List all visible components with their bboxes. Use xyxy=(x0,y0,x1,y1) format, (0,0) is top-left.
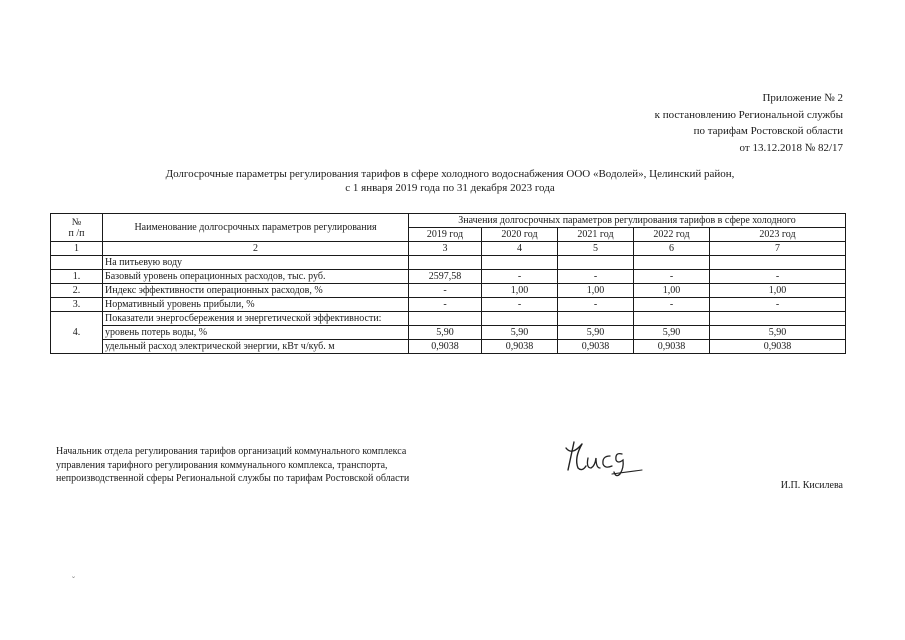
title-line-2: с 1 января 2019 года по 31 декабря 2023 года xyxy=(345,181,555,194)
section-label: На питьевую воду xyxy=(103,256,409,270)
table-row xyxy=(51,298,846,312)
row-name: Нормативный уровень прибыли, % xyxy=(103,298,409,312)
appendix-line: по тарифам Ростовской области xyxy=(693,125,843,137)
row-num: 4. xyxy=(51,312,103,354)
row-value: - xyxy=(558,270,634,284)
row-value: 0,9038 xyxy=(558,340,634,354)
header-name: Наименование долгосрочных параметров регулирования xyxy=(103,214,409,242)
header-year: 2021 год xyxy=(558,228,634,242)
row-value: - xyxy=(634,298,710,312)
appendix-heading xyxy=(523,90,843,156)
row-value: - xyxy=(634,270,710,284)
empty-cell xyxy=(409,256,482,270)
empty-cell xyxy=(51,256,103,270)
row-name: Индекс эффективности операционных расходов, % xyxy=(103,284,409,298)
position-line: Начальник отдела регулирования тарифов организаций коммунального комплекса xyxy=(56,446,407,457)
column-number: 1 xyxy=(51,242,103,256)
row-value: - xyxy=(409,298,482,312)
table-row xyxy=(51,340,846,354)
empty-cell xyxy=(558,256,634,270)
row-value: 5,90 xyxy=(634,326,710,340)
row-name: Базовый уровень операционных расходов, тыс. руб. xyxy=(103,270,409,284)
row-value: 1,00 xyxy=(558,284,634,298)
appendix-line: от 13.12.2018 № 82/17 xyxy=(739,141,843,154)
table-row xyxy=(51,270,846,284)
empty-cell xyxy=(634,312,710,326)
row-value: 0,9038 xyxy=(409,340,482,354)
empty-cell xyxy=(409,312,482,326)
empty-cell xyxy=(634,256,710,270)
row-value: - xyxy=(710,298,846,312)
column-number: 6 xyxy=(634,242,710,256)
row-value: 5,90 xyxy=(710,326,846,340)
column-number: 5 xyxy=(558,242,634,256)
table-row xyxy=(51,312,846,326)
header-year: 2023 год xyxy=(710,228,846,242)
empty-cell xyxy=(558,312,634,326)
header-values-group: Значения долгосрочных параметров регулирования тарифов в сфере холодного xyxy=(409,214,846,228)
empty-cell xyxy=(482,312,558,326)
row-value: 5,90 xyxy=(409,326,482,340)
row-value: 2597,58 xyxy=(409,270,482,284)
row-value: - xyxy=(558,298,634,312)
document-title xyxy=(130,168,770,195)
row-num: 3. xyxy=(51,298,103,312)
row-value: 0,9038 xyxy=(634,340,710,354)
row-value: 5,90 xyxy=(482,326,558,340)
column-numbers-row xyxy=(51,242,846,256)
row-name: Показатели энергосбережения и энергетической эффективности: xyxy=(103,312,409,326)
column-number: 4 xyxy=(482,242,558,256)
header-year: 2022 год xyxy=(634,228,710,242)
appendix-line: Приложение № 2 xyxy=(762,92,843,104)
header-year: 2019 год xyxy=(409,228,482,242)
empty-cell xyxy=(710,256,846,270)
signer-position xyxy=(56,445,409,486)
row-value: - xyxy=(710,270,846,284)
table-row xyxy=(51,326,846,340)
header-year: 2020 год xyxy=(482,228,558,242)
header-num: № п /п xyxy=(51,214,103,242)
row-name: уровень потерь воды, % xyxy=(103,326,409,340)
row-value: - xyxy=(409,284,482,298)
position-line: управления тарифного регулирования коммунального комплекса, транспорта, xyxy=(56,459,388,471)
row-name: удельный расход электрической энергии, кВт ч/куб. м xyxy=(103,340,409,354)
signature xyxy=(560,436,650,485)
column-number: 7 xyxy=(710,242,846,256)
position-line: непроизводственной сферы Региональной службы по тарифам Ростовской области xyxy=(56,473,410,484)
row-value: 0,9038 xyxy=(710,340,846,354)
row-value: 0,9038 xyxy=(482,340,558,354)
row-value: 5,90 xyxy=(558,326,634,340)
row-value: 1,00 xyxy=(634,284,710,298)
row-num: 2. xyxy=(51,284,103,298)
scan-speck: ˘ xyxy=(72,575,75,585)
empty-cell xyxy=(482,256,558,270)
empty-cell xyxy=(710,312,846,326)
row-value: - xyxy=(482,298,558,312)
table-header-row xyxy=(51,214,846,228)
signature-mark xyxy=(560,436,650,480)
title-line-1: Долгосрочные параметры регулирования тарифов в сфере холодного водоснабжения ООО «Водолей», Целинский район, xyxy=(165,168,735,180)
row-value: - xyxy=(482,270,558,284)
column-number: 2 xyxy=(103,242,409,256)
section-row xyxy=(51,256,846,270)
appendix-line: к постановлению Региональной службы xyxy=(654,108,843,121)
row-num: 1. xyxy=(51,270,103,284)
parameters-table xyxy=(50,213,846,354)
row-value: 1,00 xyxy=(710,284,846,298)
column-number: 3 xyxy=(409,242,482,256)
signer-name: И.П. Кисилева xyxy=(780,480,843,491)
row-value: 1,00 xyxy=(482,284,558,298)
table-row xyxy=(51,284,846,298)
